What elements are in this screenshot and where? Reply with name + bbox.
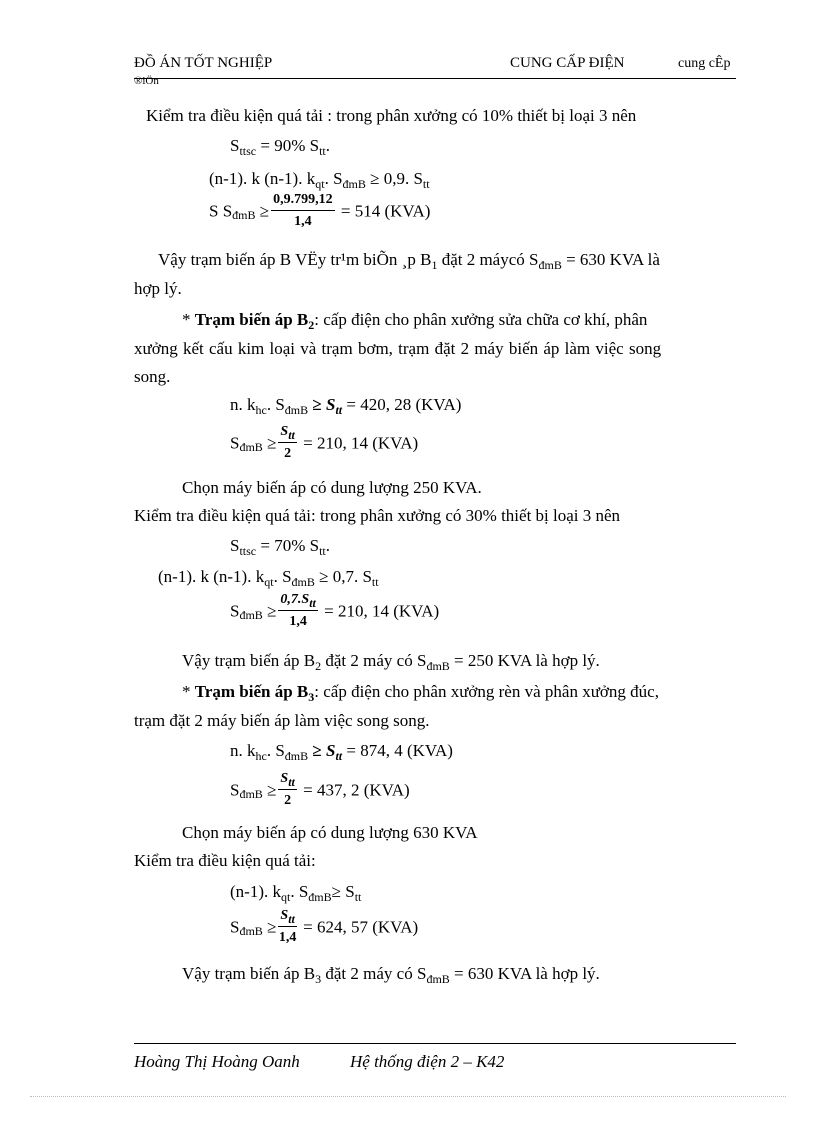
line-19: trạm đặt 2 máy biến áp làm việc song song.: [134, 711, 430, 730]
footer-rule: [134, 1043, 736, 1044]
line-9: song.: [134, 367, 171, 386]
line-3: (n-1). k (n-1). $k_{qt}$. $S_{đmB} \ge 0,9$. $S_{tt}$: [209, 169, 430, 191]
line-21: $S_{đmB}$ ≥ $\frac{S_{tt}}{2}$ = 437, 2 (KVA): [230, 771, 410, 808]
line-5: Vậy trạm biến áp B VËy tr¹m biÕn ¸p $B_1$ đặt 2 máycó $S_{đmB} = 630$ KVA là: [158, 250, 660, 272]
footer-class: Hệ thống điện 2 – K42: [350, 1052, 505, 1071]
header-center: CUNG CẤP ĐIỆN: [510, 55, 625, 71]
line-15: (n-1). k (n-1). $k_{qt}$. $S_{đmB} \ge 0,7$. $S_{tt}$: [158, 567, 379, 589]
header-rule: [134, 78, 736, 79]
footer-author: Hoàng Thị Hoàng Oanh: [134, 1052, 300, 1071]
fraction-4: $\frac{S_{tt}}{2}$: [280, 771, 295, 808]
header-left: ĐỒ ÁN TỐT NGHIỆP: [134, 55, 273, 71]
line-25: $S_{đmB}$ ≥ $\frac{S_{tt}}{1,4}$ = 624, 57 (KVA): [230, 908, 419, 945]
line-18: * Trạm biến áp $B_3$: cấp điện cho phân xưởng rèn và phân xưởng đúc,: [182, 682, 659, 704]
line-4: S $S_{đmB}$ ≥ $\frac{0,9.799,12}{1,4}$ = 514 (KVA): [209, 192, 431, 229]
line-16: $S_{đmB}$ ≥ $\frac{0,7.S_{tt}}{1,4}$ = 210, 14 (KVA): [230, 592, 440, 629]
page-bottom-border: [30, 1096, 786, 1097]
line-17: Vậy trạm biến áp $B_2$ đặt 2 máy có $S_{đmB} = 250$ KVA là hợp lý.: [182, 651, 600, 673]
fraction-3: $\frac{0,7.S_{tt}}{1,4}$: [280, 592, 316, 629]
line-12: Chọn máy biến áp có dung lượng 250 KVA.: [182, 478, 482, 497]
fraction-2: $\frac{S_{tt}}{2}$: [280, 424, 295, 461]
line-2: $S_{ttsc} = 90\%$ $S_{tt}$.: [230, 136, 331, 158]
line-7: * Trạm biến áp $B_2$: cấp điện cho phân xưởng sửa chữa cơ khí, phân: [182, 310, 648, 332]
line-22: Chọn máy biến áp có dung lượng 630 KVA: [182, 823, 478, 842]
fraction-1: $\frac{0,9.799,12}{1,4}$: [273, 192, 333, 229]
header-right: cung cÊp: [678, 56, 731, 71]
line-24: (n-1). $k_{qt}$. $S_{đmB}\ge S_{tt}$: [230, 882, 362, 904]
fraction-5: $\frac{S_{tt}}{1,4}$: [278, 908, 297, 945]
line-10: n. $k_{hc}$. $S_{đmB} \ge S_{tt} = 420$, 28 (KVA): [230, 395, 462, 417]
line-14: $S_{ttsc} = 70\%$ $S_{tt}$.: [230, 536, 331, 558]
line-8: xưởng kết cấu kim loại và trạm bơm, trạm đặt 2 máy biến áp làm việc song: [134, 339, 662, 358]
line-23: Kiểm tra điều kiện quá tải:: [134, 851, 316, 870]
line-6: hợp lý.: [134, 279, 182, 298]
line-13: Kiểm tra điều kiện quá tải: trong phân xưởng có 30% thiết bị loại 3 nên: [134, 506, 621, 525]
line-1: Kiểm tra điều kiện quá tải : trong phân xưởng có 10% thiết bị loại 3 nên: [146, 106, 637, 125]
line-11: $S_{đmB}$ ≥ $\frac{S_{tt}}{2}$ = 210, 14 (KVA): [230, 424, 419, 461]
header-under: ®iÖn: [134, 75, 159, 87]
line-20: n. $k_{hc}$. $S_{đmB} \ge S_{tt} = 874$, 4 (KVA): [230, 741, 453, 763]
line-26: Vậy trạm biến áp $B_3$ đặt 2 máy có $S_{đmB} = 630$ KVA là hợp lý.: [182, 964, 600, 986]
